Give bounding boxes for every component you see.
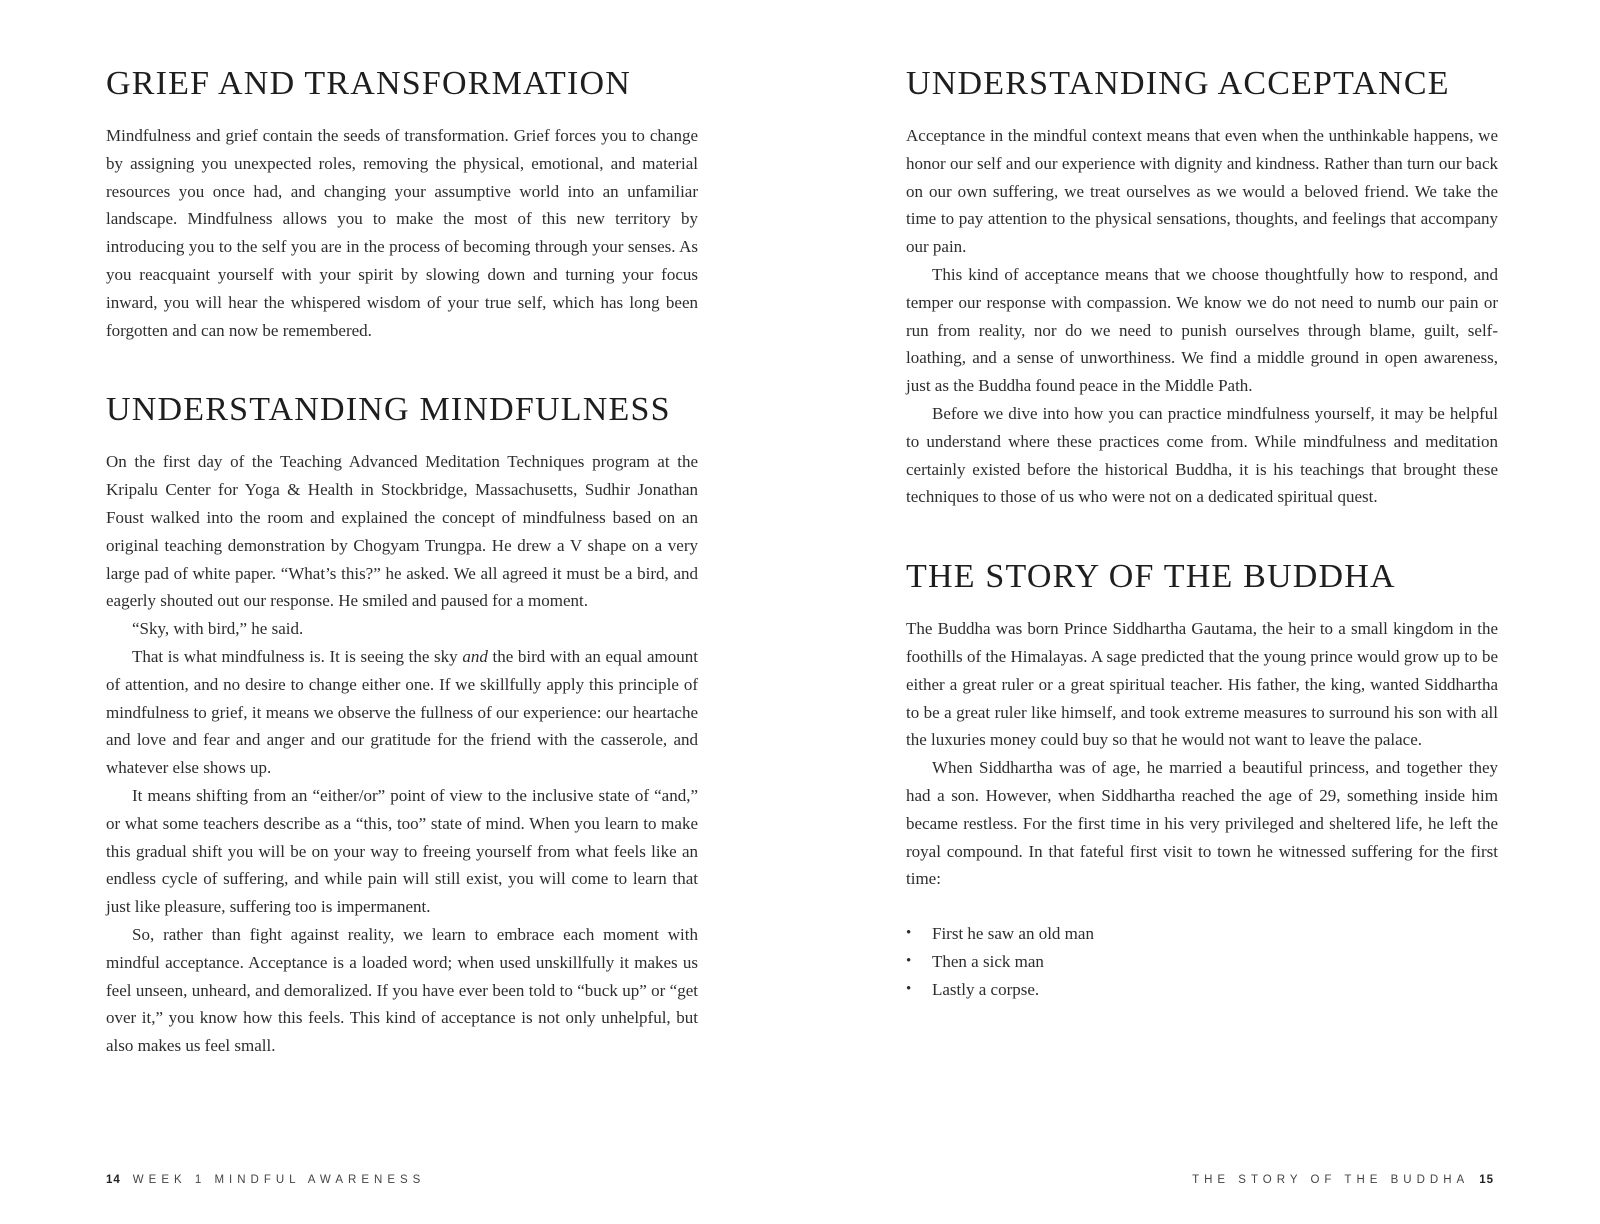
list-item-text: First he saw an old man bbox=[932, 924, 1094, 944]
bullet-icon: • bbox=[906, 925, 912, 942]
section-heading: UNDERSTANDING ACCEPTANCE bbox=[906, 65, 1450, 102]
list-item bbox=[906, 920, 1498, 948]
section-body bbox=[106, 448, 698, 1060]
paragraph: Mindfulness and grief contain the seeds of transformation. Grief forces you to change by assigning you unexpected roles, removing the physical, emotional, and material resources you once had, and changing your assumptive world into an unfamiliar landscape. Mindfulness allows you to make the most of this new territory by introducing you to the self you are in the process of becoming through your senses. As you reacquaint yourself with your spirit by slowing down and turning your focus inward, you will hear the whispered wisdom of your true self, which has long been forgotten and can now be remembered. bbox=[106, 126, 698, 340]
section-body bbox=[906, 615, 1498, 1003]
emphasis-text: and bbox=[462, 646, 488, 666]
page-number: 14 bbox=[106, 1174, 121, 1186]
page-number: 15 bbox=[1479, 1174, 1494, 1186]
section-body bbox=[906, 122, 1498, 511]
left-column bbox=[106, 60, 698, 1060]
section-heading: UNDERSTANDING MINDFULNESS bbox=[106, 391, 671, 429]
section-story-of-the-buddha bbox=[906, 553, 1498, 1003]
list-item bbox=[906, 948, 1498, 976]
list-item bbox=[906, 976, 1498, 1004]
paragraph: So, rather than fight against reality, we learn to embrace each moment with mindful acceptance. Acceptance is a loaded word; when used unskillfully it makes us feel unseen, unheard, and demoralized. If you have ever been told to “buck up” or “get over it,” you know how this feels. This kind of acceptance is not only unhelpful, but also makes us feel small. bbox=[106, 924, 698, 1056]
section-understanding-acceptance bbox=[906, 60, 1498, 511]
right-column bbox=[906, 60, 1498, 1004]
running-head: THE STORY OF THE BUDDHA bbox=[1192, 1174, 1470, 1186]
paragraph-mindfulness-definition bbox=[106, 643, 698, 782]
section-body bbox=[106, 122, 698, 344]
section-heading: GRIEF AND TRANSFORMATION bbox=[106, 65, 632, 102]
section-grief-and-transformation bbox=[106, 60, 698, 344]
paragraph: On the first day of the Teaching Advanced Meditation Techniques program at the Kripalu Center for Yoga & Health in Stockbridge, Massachusetts, Sudhir Jonathan Foust walked into the room and explained the concept of mindfulness based on an original teaching demonstration by Chogyam Trungpa. He drew a V shape on a very large pad of white paper. “What’s this?” he asked. We all agreed it must be a bird, and eagerly shouted out our response. He smiled and paused for a moment. bbox=[106, 452, 698, 611]
page-footer bbox=[106, 1174, 425, 1186]
paragraph: It means shifting from an “either/or” point of view to the inclusive state of “and,” or what some teachers describe as a “this, too” state of mind. When you learn to make this gradual shift you will be on your way to freeing yourself from what feels like an endless cycle of suffering, and while pain will still exist, you will come to learn that just like pleasure, suffering too is impermanent. bbox=[106, 785, 698, 917]
bullet-icon: • bbox=[906, 952, 912, 969]
running-head: WEEK 1 MINDFUL AWARENESS bbox=[132, 1174, 426, 1186]
section-understanding-mindfulness bbox=[106, 386, 698, 1060]
paragraph: The Buddha was born Prince Siddhartha Gautama, the heir to a small kingdom in the foothills of the Himalayas. A sage predicted that the young prince would grow up to be either a great ruler or a great spiritual teacher. His father, the king, wanted Siddhartha to be a great ruler like himself, and took extreme measures to surround his son with all the luxuries money could buy so that he would not want to leave the palace. bbox=[906, 619, 1498, 750]
paragraph: When Siddhartha was of age, he married a beautiful princess, and together they had a son. However, when Siddhartha reached the age of 29, something inside him became restless. For the first time in his very privileged and sheltered life, he left the royal compound. In that fateful first visit to town he witnessed suffering for the first time: bbox=[906, 758, 1498, 889]
paragraph-text: That is what mindfulness is. It is seeing the sky bbox=[132, 646, 463, 666]
paragraph: This kind of acceptance means that we choose thoughtfully how to respond, and temper our response with compassion. We know we do not need to numb our pain or run from reality, nor do we need to punish ourselves through blame, guilt, self-loathing, and a sense of unworthiness. We find a middle ground in open awareness, just as the Buddha found peace in the Middle Path. bbox=[906, 264, 1498, 396]
paragraph-quote: “Sky, with bird,” he said. bbox=[132, 619, 304, 639]
page-footer bbox=[1192, 1174, 1494, 1186]
bullet-icon: • bbox=[906, 980, 912, 997]
paragraph: Acceptance in the mindful context means that even when the unthinkable happens, we honor our self and our experience with dignity and kindness. Rather than turn our back on our own suffering, we treat ourselves as we would a beloved friend. We take the time to pay attention to the physical sensations, thoughts, and feelings that accompany our pain. bbox=[906, 126, 1498, 257]
list-item-text: Then a sick man bbox=[932, 951, 1044, 971]
paragraph: Before we dive into how you can practice mindfulness yourself, it may be helpful to understand where these practices come from. While mindfulness and meditation certainly existed before the historical Buddha, it is his teachings that brought these techniques to those of us who were not on a dedicated spiritual quest. bbox=[906, 403, 1498, 507]
list-item-text: Lastly a corpse. bbox=[932, 979, 1040, 999]
paragraph-text: the bird with an equal amount of attention, and no desire to change either one. If we skillfully apply this principle of mindfulness to grief, it means we observe the fullness of our experience: our heartache and love and fear and anger and our gratitude for the friend with the casserole, and whatever else shows up. bbox=[106, 646, 698, 778]
right-page bbox=[800, 0, 1600, 1224]
section-heading: THE STORY OF THE BUDDHA bbox=[906, 558, 1396, 596]
bullet-list bbox=[906, 920, 1498, 1003]
